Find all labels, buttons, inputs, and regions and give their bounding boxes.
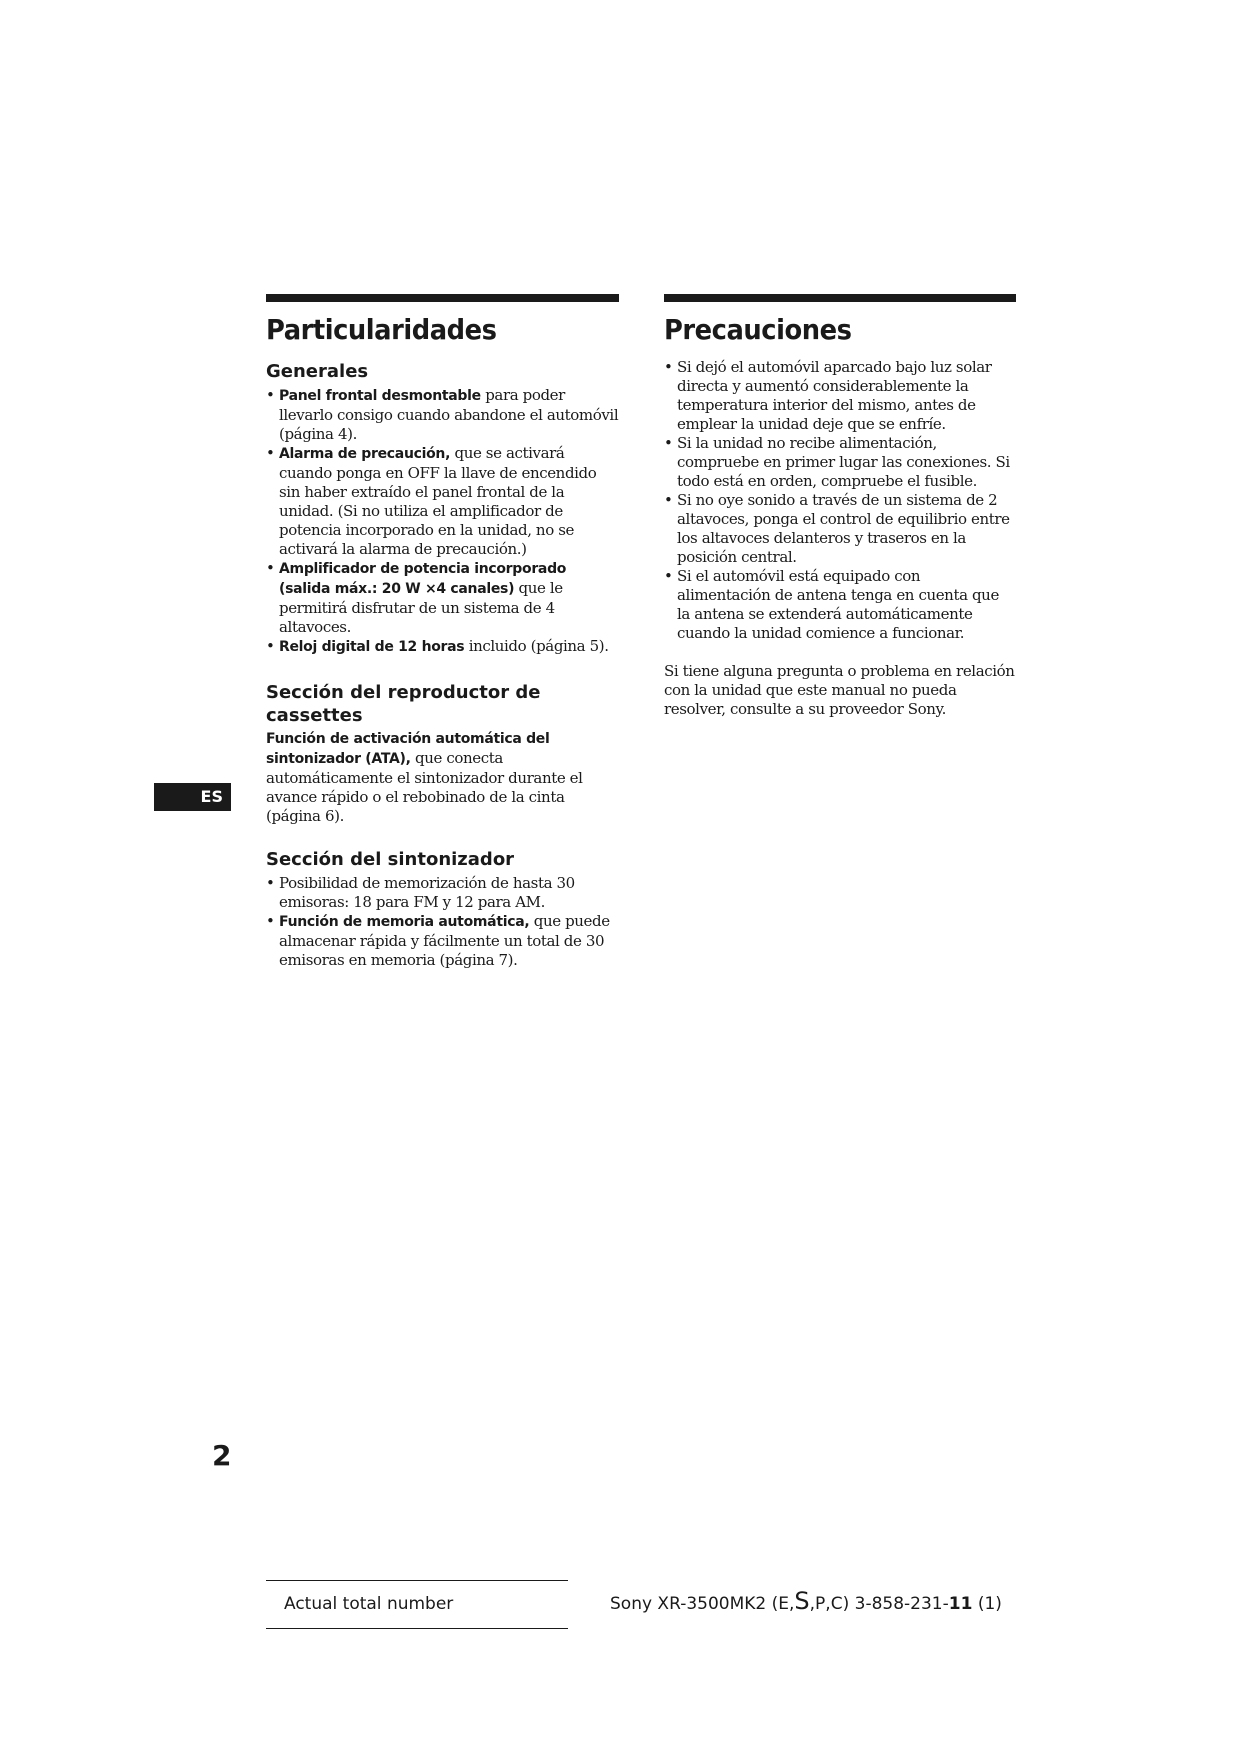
list-item (266, 559, 619, 637)
section-rule (266, 294, 619, 302)
sintonizador-heading: Sección del sintonizador (266, 849, 515, 870)
item-text: que se activará cuando ponga en OFF la llave de encendido sin haber extraído el panel frontal de la unidad. (Si no utiliza el amplificador de potencia incorporado en la unidad, no se activará la alarma de precaución.) (279, 444, 597, 558)
language-tab: ES (154, 783, 231, 811)
list-item (266, 874, 619, 912)
item-text: incluido (página 5). (464, 637, 609, 655)
list-item (266, 637, 619, 657)
item-bold: Función de memoria automática, (279, 914, 530, 930)
model-prefix: Sony XR-3500MK2 (E, (610, 1594, 795, 1614)
list-item: • Si la unidad no recibe alimentación, compruebe en primer lugar las conexiones. Si todo está en orden, compruebe el fusible. (664, 434, 1016, 491)
page-number: 2 (212, 1439, 232, 1472)
item-text: para poder llevarlo consigo cuando abandone el automóvil (página 4). (279, 386, 619, 443)
item-text: Posibilidad de memorización de hasta 30 emisoras: 18 para FM y 12 para AM. (279, 874, 575, 911)
precautions-list (664, 358, 1016, 643)
model-s: S (794, 1587, 810, 1615)
item-bold: Alarma de precaución, (279, 446, 451, 462)
model-bold: 11 (948, 1594, 973, 1614)
model-code (610, 1587, 1002, 1615)
cassettes-paragraph (266, 729, 619, 826)
model-end: (1) (972, 1594, 1002, 1614)
cassettes-heading: Sección del reproductor de cassettes (266, 682, 541, 726)
list-item: • Si el automóvil está equipado con alimentación de antena tenga en cuenta que la antena se extenderá automáticamente cuando la unidad comience a funcionar. (664, 567, 1016, 643)
list-item (266, 444, 619, 559)
sintonizador-list (266, 874, 619, 970)
precautions-column (664, 294, 1016, 719)
section-rule (664, 294, 1016, 302)
model-suffix: ,P,C) 3-858-231- (809, 1594, 949, 1614)
support-note: Si tiene alguna pregunta o problema en relación con la unidad que este manual no pueda resolver, consulte a su proveedor Sony. (664, 662, 1015, 718)
features-column (266, 294, 619, 970)
item-bold: Panel frontal desmontable (279, 388, 481, 404)
generales-list (266, 386, 619, 657)
precautions-title: Precauciones (664, 313, 852, 346)
list-item (266, 386, 619, 444)
generales-heading: Generales (266, 361, 369, 382)
item-bold: Amplificador de potencia incorporado (salida máx.: 20 W ×4 canales) (279, 561, 567, 597)
list-item: • Si no oye sonido a través de un sistema de 2 altavoces, ponga el control de equilibrio entre los altavoces delanteros y traseros en la posición central. (664, 491, 1016, 567)
footer-left-text: Actual total number (284, 1594, 454, 1614)
item-text: que puede almacenar rápida y fácilmente un total de 30 emisoras en memoria (página 7). (279, 912, 610, 969)
item-bold: Reloj digital de 12 horas (279, 639, 465, 655)
footer-box (266, 1580, 568, 1629)
item-text: que le permitirá disfrutar de un sistema de 4 altavoces. (279, 579, 563, 636)
list-item (266, 912, 619, 970)
ata-bold: Función de activación automática del sintonizador (ATA), (266, 731, 550, 767)
features-title: Particularidades (266, 313, 497, 346)
list-item: • Si dejó el automóvil aparcado bajo luz solar directa y aumentó considerablemente la temperatura interior del mismo, antes de emplear la unidad deje que se enfríe. (664, 358, 1016, 434)
ata-text: que conecta automáticamente el sintonizador durante el avance rápido o el rebobinado de la cinta (página 6). (266, 749, 583, 825)
